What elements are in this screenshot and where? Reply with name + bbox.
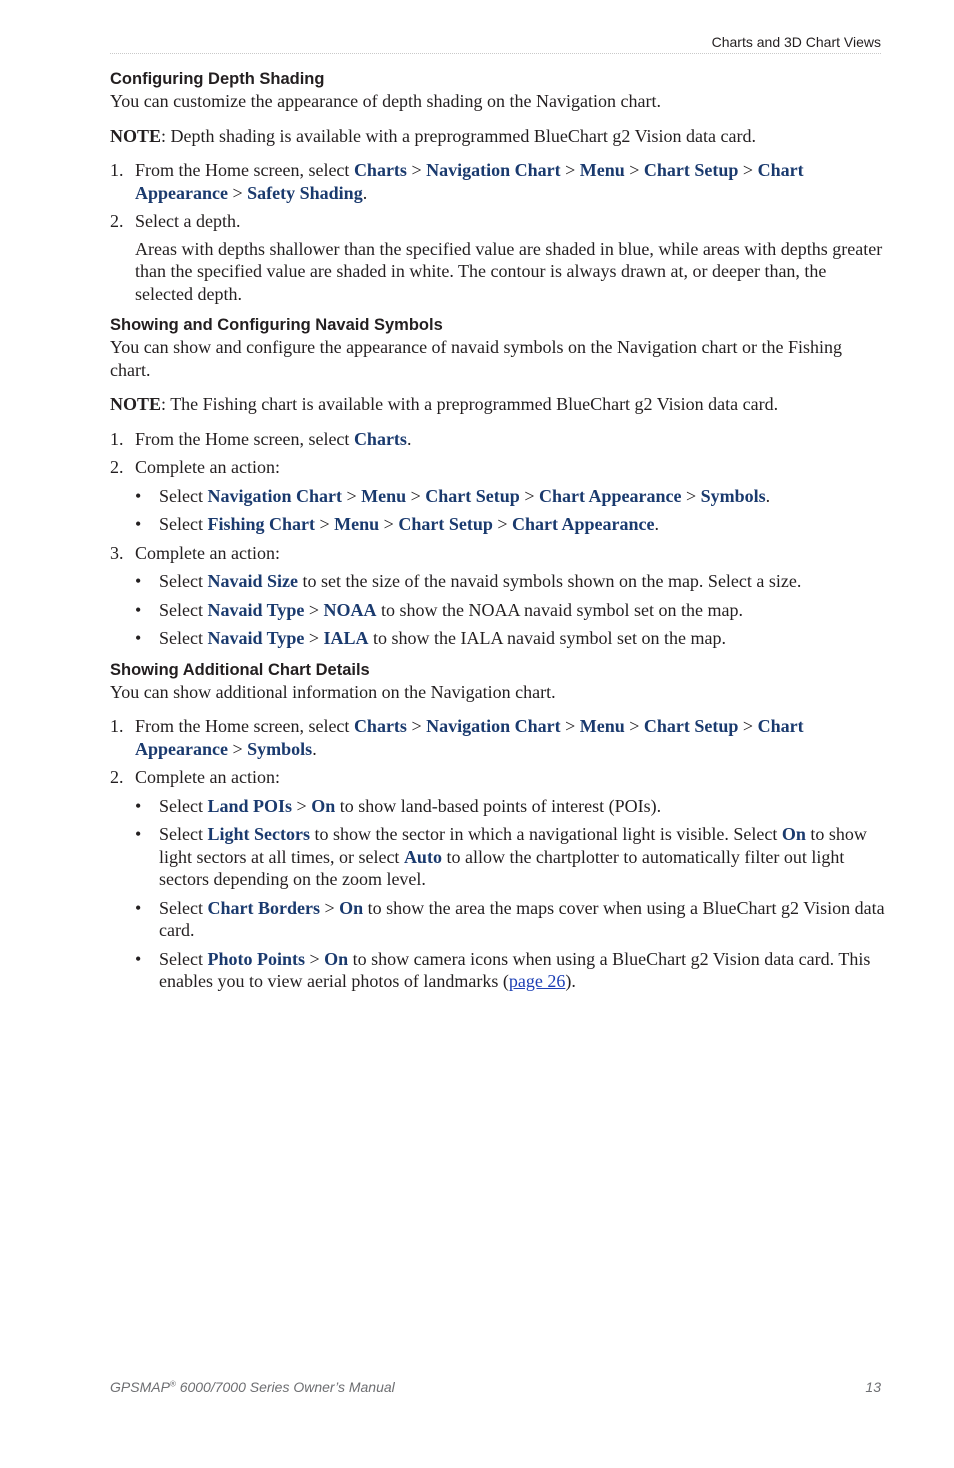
menu-path-on: On — [311, 795, 336, 816]
action-item — [135, 897, 885, 942]
select-text: Select — [159, 948, 208, 969]
path-separator: > — [524, 485, 535, 506]
menu-path-symbols: Symbols — [700, 485, 766, 506]
step-item — [110, 428, 885, 451]
menu-path-chart-appearance: Chart Appearance — [135, 716, 804, 759]
step-item — [110, 210, 885, 305]
step-number: 2. — [110, 457, 124, 477]
step-number: 2. — [110, 211, 124, 231]
step-item — [110, 766, 885, 993]
section-intro: You can customize the appearance of depth shading on the Navigation chart. — [110, 91, 661, 111]
menu-path-auto: Auto — [403, 846, 442, 867]
path-separator: > — [565, 716, 576, 736]
action-text: to show camera icons when using a BlueChart g2 Vision data card. This enables you to view aerial photos of landmarks ( — [159, 948, 871, 991]
menu-path-photo-points: Photo Points — [207, 948, 305, 969]
period: . — [362, 182, 368, 203]
path-separator: > — [383, 514, 394, 534]
step-item — [110, 456, 885, 536]
step-item — [110, 715, 885, 760]
action-item — [135, 795, 885, 818]
note-label: NOTE — [110, 394, 162, 414]
action-text: to allow the chartplotter to automatically filter out light sectors depending on the zoom level. — [159, 846, 845, 889]
steps-list — [110, 159, 885, 305]
step-text: Complete an action: — [135, 457, 280, 477]
period: . — [312, 738, 317, 759]
step-number: 3. — [110, 542, 124, 563]
step-text: Complete an action: — [135, 767, 280, 787]
step-item — [110, 542, 885, 650]
menu-path-symbols: Symbols — [247, 738, 313, 759]
section-heading-depth-shading: Configuring Depth Shading — [110, 70, 325, 88]
path-separator: > — [296, 795, 307, 816]
select-text: Select — [159, 514, 208, 534]
action-text: to set the size of the navaid symbols shown on the map. Select a size. — [298, 571, 802, 591]
menu-path-chart-appearance: Chart Appearance — [512, 514, 655, 534]
action-list — [135, 570, 885, 650]
menu-path-charts: Charts — [353, 160, 407, 180]
path-separator: > — [411, 160, 422, 180]
action-text: to show the sector in which a navigational light is visible. Select — [309, 824, 782, 844]
menu-path-menu: Menu — [579, 160, 625, 180]
step-number: 1. — [110, 716, 124, 736]
path-separator: > — [309, 948, 320, 969]
period: . — [654, 514, 659, 534]
action-text: ). — [565, 971, 576, 991]
path-separator: > — [629, 160, 640, 180]
menu-path-charts: Charts — [353, 716, 407, 736]
step-text: From the Home screen, select — [135, 716, 354, 736]
note-paragraph — [110, 393, 885, 416]
menu-path-on: On — [339, 897, 364, 918]
step-detail: Areas with depths shallower than the specified value are shaded in blue, while areas with depths greater than the specified value are shaded in white. The contour is always drawn at, or deeper than, the selected depth. — [135, 238, 883, 304]
menu-path-navaid-type: Navaid Type — [207, 628, 305, 648]
bullet-icon: • — [135, 824, 142, 844]
action-text: to show the area the maps cover when using a BlueChart g2 Vision data card. — [159, 897, 885, 940]
section-heading-chart-details: Showing Additional Chart Details — [110, 660, 370, 679]
action-text: to show the NOAA navaid symbol set on the map. — [376, 599, 743, 620]
menu-path-navaid-type: Navaid Type — [207, 599, 305, 620]
path-separator: > — [565, 160, 576, 180]
select-text: Select — [159, 897, 208, 918]
menu-path-on: On — [324, 948, 349, 969]
menu-path-chart-appearance: Chart Appearance — [135, 160, 804, 203]
menu-path-light-sectors: Light Sectors — [207, 824, 310, 844]
menu-path-menu: Menu — [361, 485, 407, 506]
step-text: From the Home screen, select — [135, 160, 354, 180]
footer-product: GPSMAP — [110, 1379, 170, 1395]
action-list — [135, 485, 885, 536]
section-intro: You can show additional information on the Navigation chart. — [110, 681, 556, 702]
menu-path-chart-setup: Chart Setup — [425, 485, 520, 506]
step-text: Select a depth. — [135, 211, 241, 231]
menu-path-safety-shading: Safety Shading — [247, 182, 363, 203]
note-label: NOTE — [110, 125, 162, 146]
action-item — [135, 599, 885, 622]
page-content — [110, 68, 885, 1002]
action-list — [135, 795, 885, 993]
note-text: : Depth shading is available with a preprogrammed BlueChart g2 Vision data card. — [161, 125, 756, 146]
step-text: From the Home screen, select — [135, 428, 354, 449]
action-item — [135, 627, 885, 650]
menu-path-navigation-chart: Navigation Chart — [207, 485, 342, 506]
menu-path-charts: Charts — [353, 428, 407, 449]
menu-path-iala: IALA — [323, 628, 369, 648]
select-text: Select — [159, 571, 208, 591]
steps-list — [110, 428, 885, 650]
footer-series: 6000/7000 Series Owner’s Manual — [175, 1379, 395, 1395]
action-text: to show land-based points of interest (POIs). — [335, 795, 662, 816]
select-text: Select — [159, 628, 208, 648]
select-text: Select — [159, 599, 208, 620]
action-item — [135, 823, 885, 891]
step-number: 1. — [110, 428, 124, 449]
bullet-icon: • — [135, 628, 142, 648]
menu-path-menu: Menu — [579, 716, 625, 736]
menu-path-noaa: NOAA — [323, 599, 377, 620]
menu-path-chart-setup: Chart Setup — [398, 514, 493, 534]
page-reference-link[interactable]: page 26 — [508, 971, 566, 991]
path-separator: > — [308, 628, 319, 648]
select-text: Select — [159, 824, 208, 844]
section-intro: You can show and configure the appearance of navaid symbols on the Navigation chart or the Fishing chart. — [110, 337, 842, 380]
path-separator: > — [232, 738, 243, 759]
path-separator: > — [410, 485, 421, 506]
action-text: to show the IALA navaid symbol set on the map. — [368, 628, 726, 648]
registered-mark: ® — [169, 1379, 176, 1389]
bullet-icon: • — [135, 795, 142, 816]
bullet-icon: • — [135, 514, 142, 534]
step-item — [110, 159, 885, 204]
select-text: Select — [159, 485, 208, 506]
action-item — [135, 513, 885, 536]
menu-path-navaid-size: Navaid Size — [207, 571, 298, 591]
menu-path-navigation-chart: Navigation Chart — [426, 716, 561, 736]
page-header — [110, 34, 881, 54]
path-separator: > — [742, 716, 754, 736]
path-separator: > — [685, 485, 697, 506]
bullet-icon: • — [135, 599, 142, 620]
path-separator: > — [497, 514, 508, 534]
path-separator: > — [308, 599, 319, 620]
menu-path-on: On — [781, 824, 806, 844]
menu-path-chart-appearance: Chart Appearance — [538, 485, 682, 506]
path-separator: > — [346, 485, 357, 506]
path-separator: > — [319, 514, 330, 534]
footer-manual-title — [110, 1379, 395, 1395]
select-text: Select — [159, 795, 208, 816]
section-heading-navaid-symbols: Showing and Configuring Navaid Symbols — [110, 316, 443, 334]
step-number: 2. — [110, 767, 124, 787]
note-text: : The Fishing chart is available with a preprogrammed BlueChart g2 Vision data card. — [161, 394, 779, 414]
path-separator: > — [411, 716, 422, 736]
menu-path-menu: Menu — [334, 514, 380, 534]
page-number: 13 — [865, 1379, 881, 1395]
menu-path-chart-setup: Chart Setup — [643, 716, 739, 736]
note-paragraph — [110, 125, 885, 148]
step-number: 1. — [110, 160, 124, 180]
step-text: Complete an action: — [135, 542, 280, 563]
action-text: to show light sectors at all times, or select — [159, 824, 867, 867]
bullet-icon: • — [135, 948, 142, 969]
action-item — [135, 570, 885, 593]
bullet-icon: • — [135, 897, 142, 918]
header-title: Charts and 3D Chart Views — [711, 34, 881, 50]
menu-path-chart-borders: Chart Borders — [207, 897, 320, 918]
action-item — [135, 948, 885, 993]
path-separator: > — [232, 182, 243, 203]
path-separator: > — [324, 897, 335, 918]
menu-path-land-pois: Land POIs — [207, 795, 293, 816]
path-separator: > — [629, 716, 640, 736]
path-separator: > — [742, 160, 754, 180]
action-item — [135, 485, 885, 508]
menu-path-navigation-chart: Navigation Chart — [426, 160, 561, 180]
menu-path-fishing-chart: Fishing Chart — [207, 514, 316, 534]
period: . — [406, 428, 412, 449]
menu-path-chart-setup: Chart Setup — [643, 160, 739, 180]
bullet-icon: • — [135, 571, 142, 591]
period: . — [765, 485, 771, 506]
steps-list — [110, 715, 885, 993]
bullet-icon: • — [135, 485, 142, 506]
